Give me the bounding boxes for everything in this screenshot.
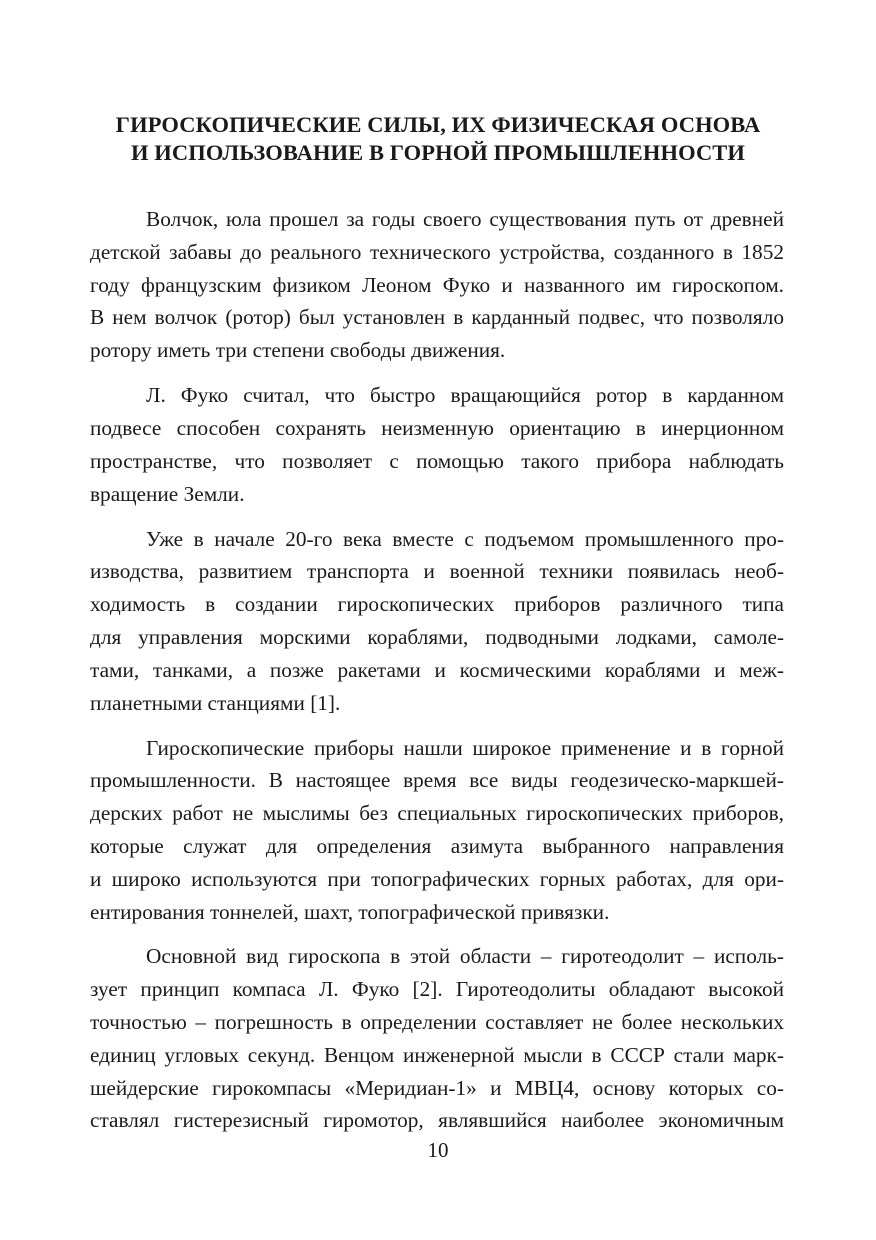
section-title: [90, 111, 786, 167]
text-line: ентирования тоннелей, шахт, топографической привязки.: [90, 899, 610, 924]
text-line: единиц угловых секунд. Венцом инженерной мысли в СССР стали марк-: [90, 1042, 784, 1067]
text-line: Волчок, юла прошел за годы своего существования путь от древней: [146, 207, 784, 231]
section-title-line-1: ГИРОСКОПИЧЕСКИЕ СИЛЫ, ИХ ФИЗИЧЕСКАЯ ОСНОВА: [115, 112, 761, 137]
text-line: пространстве, что позволяет с помощью такого прибора наблюдать: [90, 448, 784, 473]
text-line: точностью – погрешность в определении составляет не более нескольких: [90, 1010, 784, 1035]
paragraph: [90, 940, 784, 1137]
paragraph: [90, 203, 784, 367]
paragraph: [90, 732, 784, 929]
paragraph: [90, 379, 784, 510]
text-line: изводства, развитием транспорта и военной техники появилась необ-: [90, 559, 784, 584]
text-line: дерских работ не мыслимы без специальных гироскопических приборов,: [90, 801, 784, 826]
text-line: тами, танками, а позже ракетами и космическими кораблями и меж-: [90, 657, 784, 682]
text-line: Основной вид гироскопа в этой области – гиротеодолит – исполь-: [146, 944, 784, 969]
text-line: ставлял гистерезисный гиромотор, являвшийся наиболее экономичным: [90, 1108, 784, 1133]
body-text: [90, 203, 784, 1149]
text-line: промышленности. В настоящее время все виды геодезическо-маркшей-: [90, 768, 784, 793]
text-line: и широко используются при топографических горных работах, для ори-: [90, 866, 784, 891]
text-line: вращение Земли.: [90, 481, 245, 506]
text-line: В нем волчок (ротор) был установлен в карданный подвес, что позволяло: [90, 305, 784, 330]
text-line: зует принцип компаса Л. Фуко [2]. Гиротеодолиты обладают высокой: [90, 977, 784, 1002]
text-line: ходимость в создании гироскопических приборов различного типа: [90, 592, 784, 617]
text-line: Уже в начале 20-го века вместе с подъемом промышленного про-: [146, 526, 784, 551]
text-line: подвесе способен сохранять неизменную ориентацию в инерционном: [90, 415, 784, 440]
text-line: планетными станциями [1].: [90, 690, 341, 715]
text-line: которые служат для определения азимута выбранного направления: [90, 833, 784, 858]
text-line: Л. Фуко считал, что быстро вращающийся ротор в карданном: [146, 383, 784, 408]
text-line: шейдерские гирокомпасы «Меридиан-1» и МВЦ4, основу которых со-: [90, 1075, 784, 1100]
text-line: Гироскопические приборы нашли широкое применение и в горной: [146, 735, 784, 760]
text-line: для управления морскими кораблями, подводными лодками, самоле-: [90, 624, 784, 649]
text-line: ротору иметь три степени свободы движения.: [90, 338, 506, 363]
text-line: детской забавы до реального технического устройства, созданного в 1852: [90, 239, 784, 264]
paragraph: [90, 523, 784, 720]
text-line: году французским физиком Леоном Фуко и названного им гироскопом.: [90, 272, 784, 297]
page-number: 10: [427, 1138, 449, 1162]
section-title-line-2: И ИСПОЛЬЗОВАНИЕ В ГОРНОЙ ПРОМЫШЛЕННОСТИ: [130, 140, 745, 165]
